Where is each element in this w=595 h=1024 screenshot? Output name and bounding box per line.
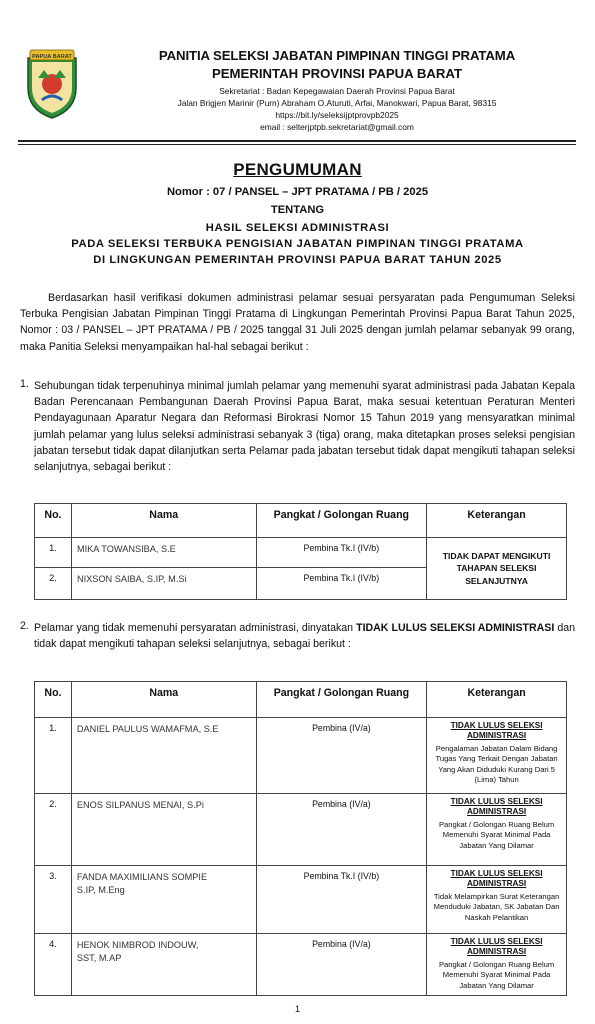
remarks-cell xyxy=(427,794,567,866)
papua-barat-emblem xyxy=(24,48,80,120)
letterhead-secretariat: Sekretariat : Badan Kepegawaian Daerah Provinsi Papua Barat xyxy=(219,86,455,96)
rank-grade: Pembina (IV/a) xyxy=(256,794,427,866)
row-number: 1. xyxy=(35,718,72,794)
letterhead-email[interactable]: email : selterjptpb.sekretariat@gmail.com xyxy=(260,122,414,132)
point-2-text-after: dan tidak dapat mengikuti tahapan seleksi selanjutnya, sebagai berikut : xyxy=(34,622,575,651)
point-1-number: 1. xyxy=(20,378,29,390)
reason-text: Tidak Melampirkan Surat Keterangan Menduduki Jabatan, SK Jabatan Dan Naskah Pelantikan xyxy=(433,891,560,922)
reason-text: Pengalaman Jabatan Dalam Bidang Tugas Yang Terkait Dengan Jabatan Yang Akan Diduduki Kurang Dari 5 (Lima) Tahun xyxy=(435,743,558,785)
rank-grade: Pembina (IV/a) xyxy=(256,934,427,996)
letterhead-title-government: PEMERINTAH PROVINSI PAPUA BARAT xyxy=(211,66,463,81)
letterhead-divider-thin xyxy=(18,144,576,145)
rank-grade: Pembina (IV/a) xyxy=(256,718,427,794)
table-row xyxy=(35,866,567,934)
table-row xyxy=(35,718,567,794)
applicant-name: ENOS SILPANUS MENAI, S.Pi xyxy=(71,794,256,866)
row-number: 2. xyxy=(35,568,72,600)
announcement-subject-3: DI LINGKUNGAN PEMERINTAH PROVINSI PAPUA BARAT TAHUN 2025 xyxy=(93,254,502,266)
row-number: 1. xyxy=(35,538,72,568)
table-not-continue xyxy=(34,503,567,600)
row-number: 3. xyxy=(35,866,72,934)
col-header-no: No. xyxy=(35,504,72,538)
col-header-no: No. xyxy=(35,682,72,718)
point-2-text-bold: TIDAK LULUS SELEKSI ADMINISTRASI xyxy=(356,622,555,634)
remarks-cell xyxy=(427,866,567,934)
point-2-text-before: Pelamar yang tidak memenuhi persyaratan administrasi, dinyatakan xyxy=(34,622,357,634)
letterhead-address: Jalan Brigjen Marinir (Purn) Abraham O.Aturuti, Arfai, Manokwari, Papua Barat, 98315 xyxy=(177,98,497,108)
status-label: TIDAK LULUS SELEKSI ADMINISTRASI xyxy=(450,937,543,957)
applicant-name: DANIEL PAULUS WAMAFMA, S.E xyxy=(71,718,256,794)
logo-label: PAPUA BARAT xyxy=(32,54,72,60)
announcement-number: Nomor : 07 / PANSEL – JPT PRATAMA / PB / 2025 xyxy=(166,186,429,198)
announcement-subject-2: PADA SELEKSI TERBUKA PENGISIAN JABATAN PIMPINAN TINGGI PRATAMA xyxy=(71,238,524,250)
announcement-subject-1: HASIL SELEKSI ADMINISTRASI xyxy=(205,222,390,234)
announcement-title: PENGUMUMAN xyxy=(233,160,362,179)
col-header-nama: Nama xyxy=(71,504,256,538)
applicant-name: MIKA TOWANSIBA, S.E xyxy=(71,538,256,568)
remarks-not-continue: TIDAK DAPAT MENGIKUTI TAHAPAN SELEKSI SELANJUTNYA xyxy=(427,538,567,600)
intro-paragraph: Berdasarkan hasil verifikasi dokumen administrasi pelamar sesuai persyaratan pada Pengumuman Seleksi Terbuka Pengisian Jabatan Pimpinan Tinggi Pratama di Lingkungan Pemerintah Provinsi Papua Barat Tahun 2025, Nomor : 03 / PANSEL – JPT PRATAMA / PB / 2025 tanggal 31 Juli 2025 dengan jumlah pelamar sebanyak 99 orang, maka Panitia Seleksi menyampaikan hal-hal sebagai berikut : xyxy=(20,292,575,353)
point-1-text: Sehubungan tidak terpenuhinya minimal jumlah pelamar yang memenuhi syarat administrasi pada Jabatan Kepala Badan Perencanaan Pembangunan Daerah Provinsi Papua Barat, maka sesuai ketentuan Peraturan Menteri Pendayagunaan Aparatur Negara dan Reformasi Birokrasi Nomor 15 Tahun 2019 yang mensyaratkan minimal jumlah pelamar yang lulus seleksi administrasi sebanyak 3 (tiga) orang, maka ditetapkan proses seleksi pengisian jabatan tersebut tidak dapat dilanjutkan serta Pelamar pada jabatan tersebut tidak dapat mengikuti tahapan seleksi selanjutnya, sebagai berikut : xyxy=(34,380,575,474)
row-number: 4. xyxy=(35,934,72,996)
page-number: 1 xyxy=(294,1004,300,1014)
point-2-number: 2. xyxy=(20,620,29,632)
applicant-name: NIXSON SAIBA, S.IP, M.Si xyxy=(71,568,256,600)
applicant-name: FANDA MAXIMILIANS SOMPIE S.IP, M.Eng xyxy=(71,866,256,934)
rank-grade: Pembina Tk.I (IV/b) xyxy=(256,866,427,934)
reason-text: Pangkat / Golongan Ruang Belum Memenuhi Syarat Minimal Pada Jabatan Yang Dilamar xyxy=(438,819,555,850)
reason-text: Pangkat / Golongan Ruang Belum Memenuhi Syarat Minimal Pada Jabatan Yang Dilamar xyxy=(438,959,555,990)
rank-grade: Pembina Tk.I (IV/b) xyxy=(256,538,427,568)
letterhead-divider-thick xyxy=(18,140,576,142)
letterhead-link[interactable]: https://bit.ly/seleksijptprovpb2025 xyxy=(275,110,399,120)
table-not-passed xyxy=(34,681,567,996)
point-2-text xyxy=(34,620,575,652)
status-label: TIDAK LULUS SELEKSI ADMINISTRASI xyxy=(450,721,543,741)
col-header-pangkat: Pangkat / Golongan Ruang xyxy=(256,682,427,718)
applicant-name: HENOK NIMBROD INDOUW, SST, M.AP xyxy=(71,934,256,996)
row-number: 2. xyxy=(35,794,72,866)
status-label: TIDAK LULUS SELEKSI ADMINISTRASI xyxy=(450,797,543,817)
col-header-pangkat: Pangkat / Golongan Ruang xyxy=(256,504,427,538)
announcement-tentang: TENTANG xyxy=(270,204,325,216)
table-row xyxy=(35,794,567,866)
letterhead-title-committee: PANITIA SELEKSI JABATAN PIMPINAN TINGGI PRATAMA xyxy=(158,48,516,63)
col-header-keterangan: Keterangan xyxy=(427,682,567,718)
remarks-cell xyxy=(427,934,567,996)
table-row xyxy=(35,934,567,996)
status-label: TIDAK LULUS SELEKSI ADMINISTRASI xyxy=(450,869,543,889)
col-header-keterangan: Keterangan xyxy=(427,504,567,538)
rank-grade: Pembina Tk.I (IV/b) xyxy=(256,568,427,600)
table-row xyxy=(35,538,567,568)
col-header-nama: Nama xyxy=(71,682,256,718)
remarks-cell xyxy=(427,718,567,794)
